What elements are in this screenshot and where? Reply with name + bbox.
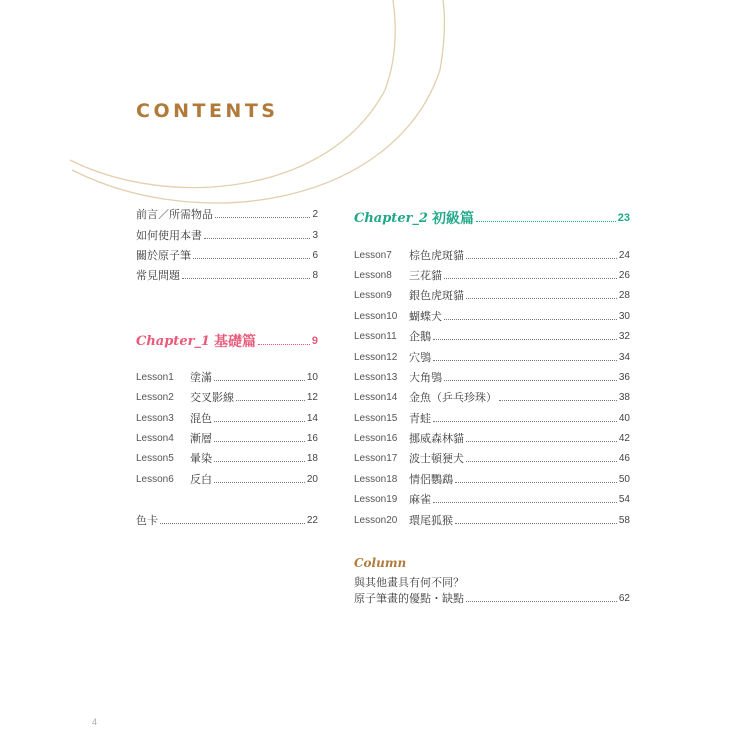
- dot-leader: [476, 221, 616, 222]
- entry-label: 常見問題: [136, 269, 180, 282]
- lesson-page: 58: [618, 514, 630, 526]
- lesson-label: 漸層: [190, 432, 212, 445]
- lesson-number: Lesson7: [354, 249, 392, 261]
- lesson-number: Lesson20: [354, 514, 398, 526]
- lesson-page: 42: [618, 432, 630, 444]
- page-title: CONTENTS: [136, 100, 279, 122]
- dot-leader: [444, 319, 617, 320]
- toc-entry[interactable]: [136, 512, 318, 528]
- lesson-page: 16: [306, 432, 318, 444]
- lesson-page: 24: [618, 249, 630, 261]
- dot-leader: [214, 461, 305, 462]
- lesson-page: 54: [618, 493, 630, 505]
- dot-leader: [466, 258, 617, 259]
- lesson-entry[interactable]: [354, 389, 630, 405]
- lesson-label: 麻雀: [409, 493, 431, 506]
- lesson-number: Lesson15: [354, 412, 398, 424]
- lesson-label: 塗滿: [190, 371, 212, 384]
- lesson-number: Lesson12: [354, 351, 398, 363]
- lesson-entry[interactable]: [354, 247, 630, 263]
- entry-label: 色卡: [136, 514, 158, 527]
- chapter2-heading[interactable]: [354, 208, 630, 228]
- lesson-page: 34: [618, 351, 630, 363]
- dot-leader: [444, 278, 617, 279]
- toc-entry[interactable]: [136, 247, 318, 263]
- column-line2: 原子筆畫的優點・缺點: [354, 592, 464, 605]
- entry-label: 關於原子筆: [136, 249, 191, 262]
- dot-leader: [466, 298, 617, 299]
- entry-page: 3: [312, 229, 318, 241]
- lesson-number: Lesson2: [136, 391, 174, 403]
- lesson-entry[interactable]: [354, 349, 630, 365]
- entry-label: 如何使用本書: [136, 229, 202, 242]
- lesson-number: Lesson18: [354, 473, 398, 485]
- lesson-label: 青蛙: [409, 412, 431, 425]
- dot-leader: [215, 217, 310, 218]
- dot-leader: [433, 339, 617, 340]
- column-entry[interactable]: [354, 590, 630, 606]
- lesson-entry[interactable]: [354, 512, 630, 528]
- lesson-number: Lesson19: [354, 493, 398, 505]
- lesson-page: 50: [618, 473, 630, 485]
- dot-leader: [466, 601, 617, 602]
- lesson-entry[interactable]: [136, 369, 318, 385]
- lesson-label: 蝴蝶犬: [409, 310, 442, 323]
- dot-leader: [204, 238, 310, 239]
- lesson-entry[interactable]: [136, 389, 318, 405]
- lesson-page: 30: [618, 310, 630, 322]
- dot-leader: [258, 344, 310, 345]
- lesson-label: 金魚（乒乓珍珠）: [409, 391, 497, 404]
- entry-page: 8: [312, 269, 318, 281]
- lesson-number: Lesson16: [354, 432, 398, 444]
- lesson-entry[interactable]: [354, 369, 630, 385]
- chapter1-page: 9: [311, 335, 318, 347]
- dot-leader: [455, 523, 617, 524]
- dot-leader: [160, 523, 305, 524]
- lesson-number: Lesson11: [354, 330, 397, 342]
- lesson-label: 交叉影線: [190, 391, 234, 404]
- lesson-entry[interactable]: [354, 267, 630, 283]
- lesson-number: Lesson14: [354, 391, 398, 403]
- dot-leader: [466, 441, 617, 442]
- lesson-entry[interactable]: [354, 308, 630, 324]
- dot-leader: [499, 400, 617, 401]
- lesson-page: 10: [306, 371, 318, 383]
- lesson-label: 暈染: [190, 452, 212, 465]
- lesson-number: Lesson8: [354, 269, 392, 281]
- column-page: 62: [618, 592, 630, 604]
- chapter2-title: 初級篇: [431, 211, 474, 227]
- lesson-page: 36: [618, 371, 630, 383]
- lesson-page: 18: [306, 452, 318, 464]
- lesson-entry[interactable]: [354, 410, 630, 426]
- lesson-page: 26: [618, 269, 630, 281]
- dot-leader: [193, 258, 310, 259]
- dot-leader: [433, 421, 617, 422]
- dot-leader: [455, 482, 617, 483]
- entry-page: 6: [312, 249, 318, 261]
- dot-leader: [433, 502, 617, 503]
- lesson-number: Lesson1: [136, 371, 174, 383]
- toc-entry[interactable]: [136, 267, 318, 283]
- dot-leader: [466, 461, 617, 462]
- lesson-entry[interactable]: [354, 471, 630, 487]
- lesson-label: 混色: [190, 412, 212, 425]
- dot-leader: [433, 360, 617, 361]
- lesson-page: 20: [306, 473, 318, 485]
- lesson-number: Lesson10: [354, 310, 398, 322]
- entry-page: 2: [312, 208, 318, 220]
- arc-outer: [70, 0, 395, 188]
- entry-page: 22: [306, 514, 318, 526]
- lesson-page: 28: [618, 289, 630, 301]
- column-heading: Column: [354, 556, 407, 570]
- lesson-page: 12: [306, 391, 318, 403]
- lesson-entry[interactable]: [136, 430, 318, 446]
- lesson-label: 反白: [190, 473, 212, 486]
- dot-leader: [182, 278, 310, 279]
- toc-entry[interactable]: [136, 206, 318, 222]
- lesson-entry[interactable]: [354, 450, 630, 466]
- lesson-entry[interactable]: [354, 491, 630, 507]
- lesson-page: 32: [618, 330, 630, 342]
- chapter2-name: Chapter_2: [354, 210, 428, 226]
- lesson-label: 穴鴞: [409, 351, 431, 364]
- lesson-number: Lesson6: [136, 473, 174, 485]
- lesson-label: 波士頓㹴犬: [409, 452, 464, 465]
- lesson-page: 14: [306, 412, 318, 424]
- column-line1: 與其他畫具有何不同？: [354, 576, 464, 589]
- dot-leader: [214, 380, 305, 381]
- lesson-page: 46: [618, 452, 630, 464]
- chapter1-title: 基礎篇: [213, 334, 256, 350]
- chapter1-name: Chapter_1: [136, 333, 210, 349]
- dot-leader: [214, 441, 305, 442]
- lesson-label: 環尾狐猴: [409, 514, 453, 527]
- lesson-entry[interactable]: [354, 287, 630, 303]
- lesson-number: Lesson9: [354, 289, 392, 301]
- lesson-entry[interactable]: [354, 430, 630, 446]
- dot-leader: [444, 380, 617, 381]
- lesson-label: 挪威森林貓: [409, 432, 464, 445]
- lesson-number: Lesson3: [136, 412, 174, 424]
- chapter2-page: 23: [617, 212, 630, 224]
- dot-leader: [214, 421, 305, 422]
- dot-leader: [236, 400, 305, 401]
- lesson-entry[interactable]: [354, 328, 630, 344]
- lesson-label: 棕色虎斑貓: [409, 249, 464, 262]
- toc-entry[interactable]: [136, 227, 318, 243]
- chapter1-heading[interactable]: [136, 331, 318, 351]
- page-number: 4: [92, 717, 98, 727]
- lesson-entry[interactable]: [136, 471, 318, 487]
- lesson-entry[interactable]: [136, 410, 318, 426]
- lesson-number: Lesson17: [354, 452, 398, 464]
- lesson-label: 三花貓: [409, 269, 442, 282]
- lesson-label: 企鵝: [409, 330, 431, 343]
- lesson-number: Lesson4: [136, 432, 174, 444]
- lesson-label: 銀色虎斑貓: [409, 289, 464, 302]
- lesson-number: Lesson13: [354, 371, 398, 383]
- lesson-entry[interactable]: [136, 450, 318, 466]
- lesson-label: 大角鴞: [409, 371, 442, 384]
- lesson-page: 40: [618, 412, 630, 424]
- dot-leader: [214, 482, 305, 483]
- lesson-page: 38: [618, 391, 630, 403]
- lesson-number: Lesson5: [136, 452, 174, 464]
- entry-label: 前言／所需物品: [136, 208, 213, 221]
- lesson-label: 情侶鸚鵡: [409, 473, 453, 486]
